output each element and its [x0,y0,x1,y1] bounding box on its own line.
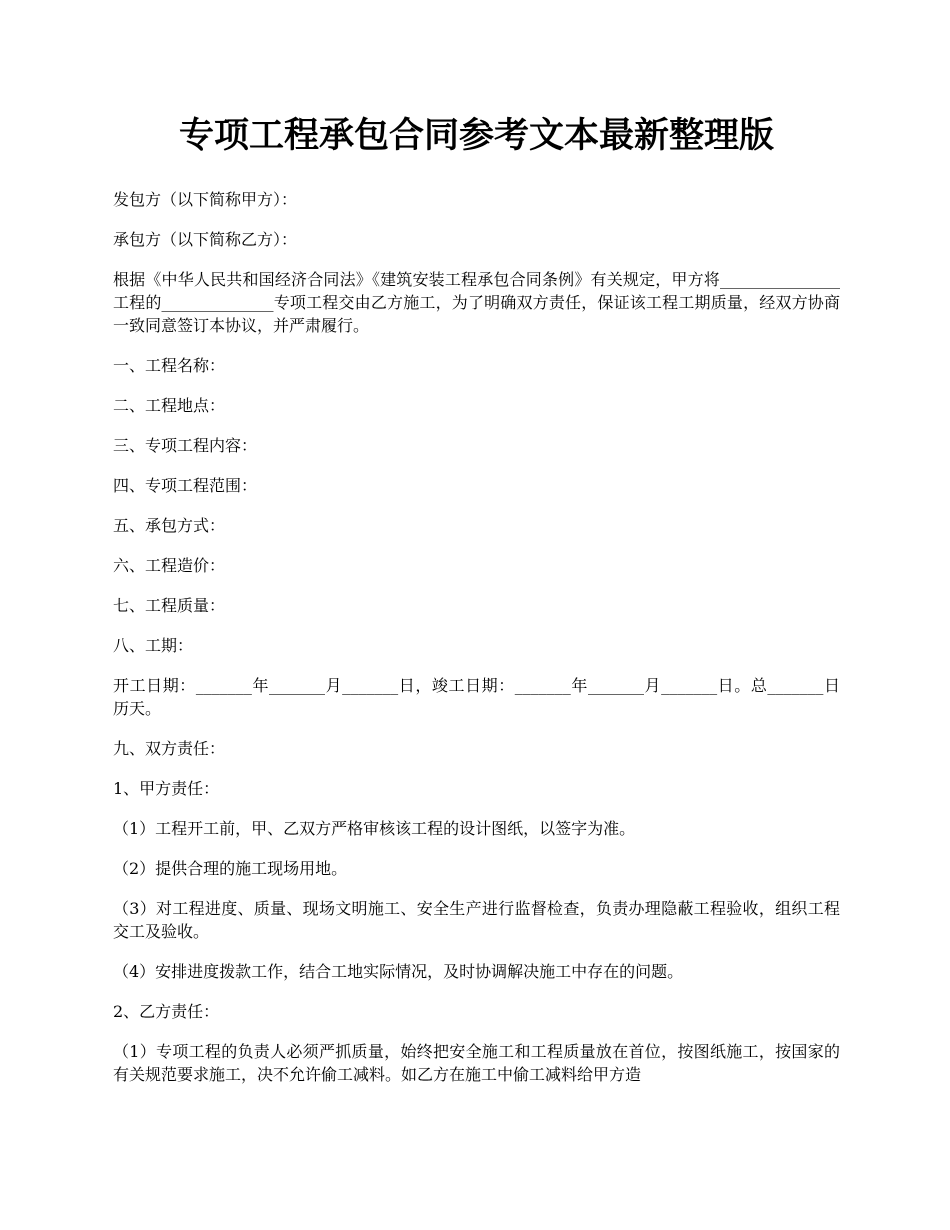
party-b-line: 承包方（以下简称乙方）： [113,230,298,249]
clause-project-content: 三、专项工程内容： [113,436,258,455]
document-title: 专项工程承包合同参考文本最新整理版 [178,115,774,156]
party-b-item-1: （1）专项工程的负责人必须严抓质量，始终把安全施工和工程质量放在首位，按图纸施工，按国家的有关规范要求施工，决不允许偷工减料。如乙方在施工中偷工减料给甲方造 [113,1042,840,1084]
preamble-paragraph: 根据《中华人民共和国经济合同法》《建筑安装工程承包合同条例》有关规定，甲方将_______________工程的______________专项工程交由乙方施工，为了明确双方责任，保证该工程工期质量，经双方协商一致同意签订本协议，并严肃履行。 [113,270,840,335]
party-a-item-4: （4）安排进度拨款工作，结合工地实际情况，及时协调解决施工中存在的问题。 [113,962,684,981]
clause-project-cost: 六、工程造价： [113,556,226,575]
document-page [113,110,840,1103]
party-a-item-2: （2）提供合理的施工现场用地。 [113,859,348,878]
party-a-item-3: （3）对工程进度、质量、现场文明施工、安全生产进行监督检查，负责办理隐蔽工程验收，组织工程交工及验收。 [113,899,840,941]
clause-responsibilities: 九、双方责任： [113,739,226,758]
clause-project-name: 一、工程名称： [113,356,226,375]
schedule-dates-line: 开工日期：_______年_______月_______日，竣工日期：_______年_______月_______日。总_______日历天。 [113,676,840,718]
clause-contract-method: 五、承包方式： [113,516,226,535]
clause-project-quality: 七、工程质量： [113,596,226,615]
party-a-responsibilities-heading: 1、甲方责任： [113,779,220,798]
party-b-responsibilities-heading: 2、乙方责任： [113,1002,220,1021]
clause-schedule: 八、工期： [113,636,194,655]
clause-project-scope: 四、专项工程范围： [113,476,258,495]
party-a-line: 发包方（以下简称甲方）： [113,190,298,209]
party-a-item-1: （1）工程开工前，甲、乙双方严格审核该工程的设计图纸，以签字为准。 [113,819,636,838]
clause-project-location: 二、工程地点： [113,396,226,415]
